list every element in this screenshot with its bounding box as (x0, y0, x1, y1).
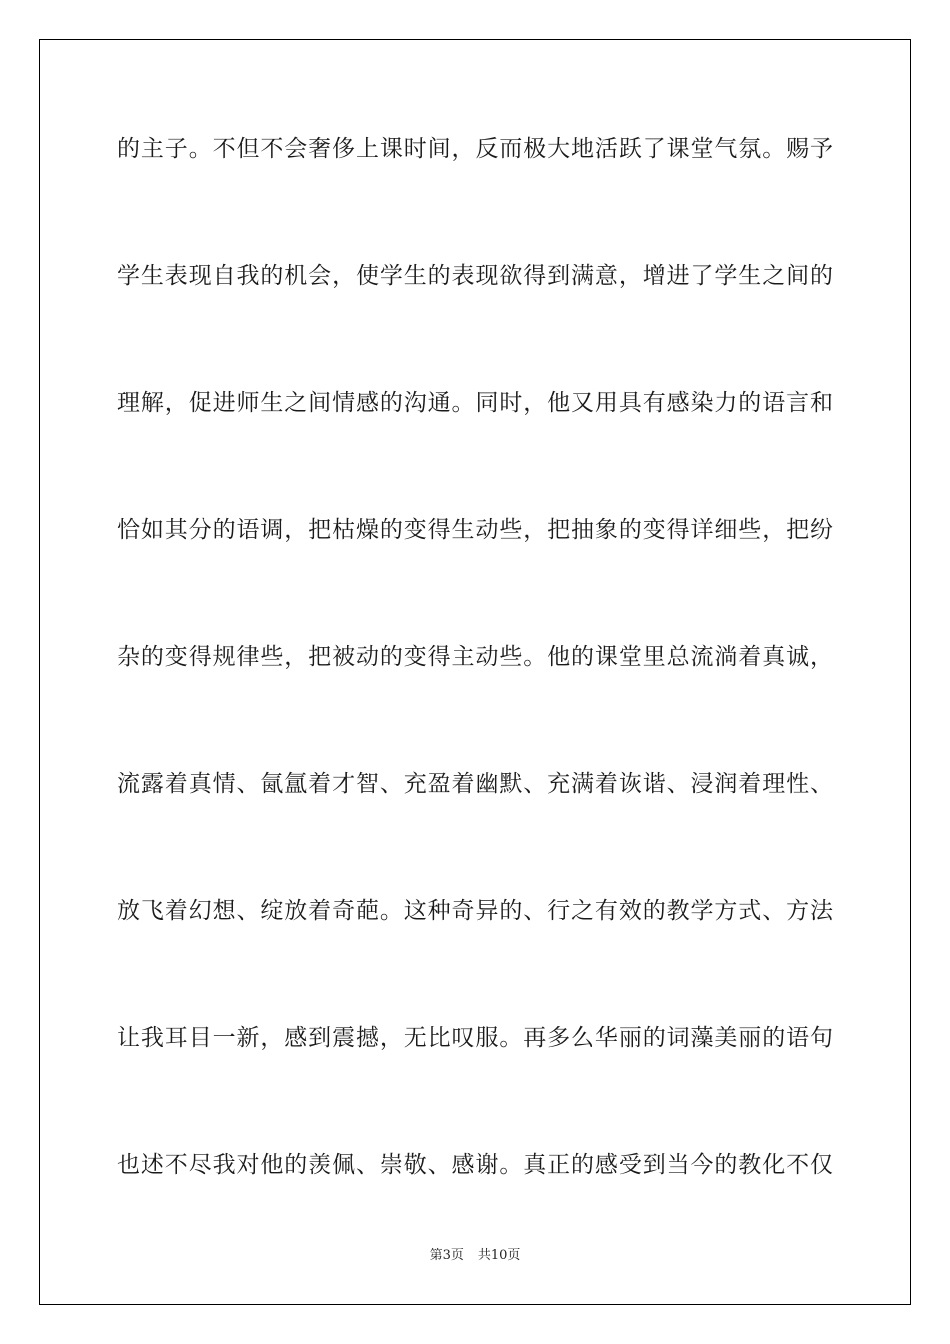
text-line: 也述不尽我对他的羡佩、崇敬、感谢。真正的感受到当今的教化不仅 (117, 1152, 833, 1178)
text-line: 的主子。不但不会奢侈上课时间，反而极大地活跃了课堂气氛。赐予 (117, 136, 833, 162)
page-border (39, 39, 911, 1305)
text-line: 理解，促进师生之间情感的沟通。同时，他又用具有感染力的语言和 (117, 390, 833, 416)
page-number: 第3页 (429, 1248, 464, 1263)
text-line: 杂的变得规律些，把被动的变得主动些。他的课堂里总流淌着真诚， (117, 644, 833, 670)
page-total: 共10页 (477, 1248, 521, 1263)
text-line: 学生表现自我的机会，使学生的表现欲得到满意，增进了学生之间的 (117, 263, 833, 289)
text-line: 流露着真情、氤氲着才智、充盈着幽默、充满着诙谐、浸润着理性、 (117, 771, 833, 797)
page-footer (0, 1247, 950, 1265)
text-line: 放飞着幻想、绽放着奇葩。这种奇异的、行之有效的教学方式、方法 (117, 898, 833, 924)
text-line: 恰如其分的语调，把枯燥的变得生动些，把抽象的变得详细些，把纷 (117, 517, 833, 543)
text-line: 让我耳目一新，感到震撼，无比叹服。再多么华丽的词藻美丽的语句 (117, 1025, 833, 1051)
